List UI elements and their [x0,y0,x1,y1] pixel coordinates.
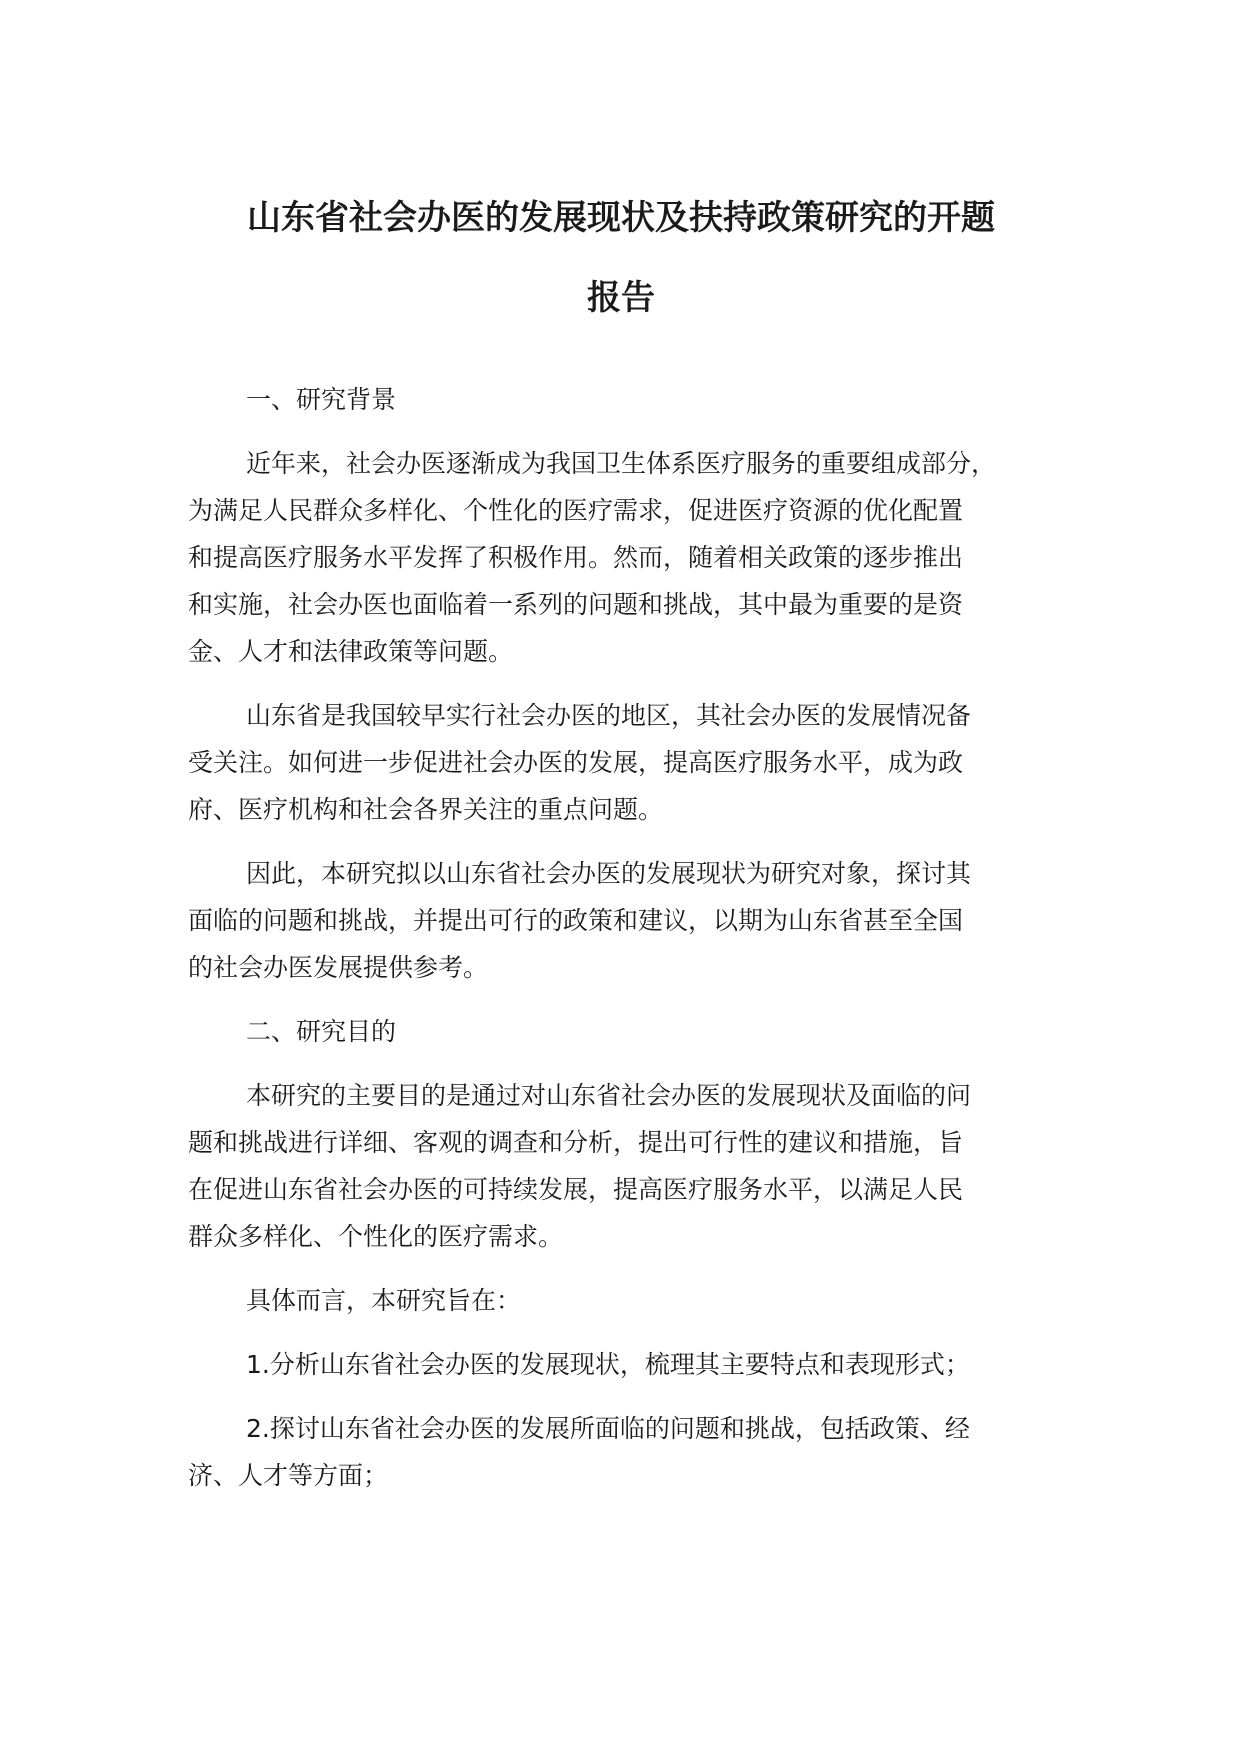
text-line: 山东省是我国较早实行社会办医的地区，其社会办医的发展情况备 [246,701,972,730]
text-line: 济、人才等方面； [188,1461,389,1490]
text-line: 2.探讨山东省社会办医的发展所面临的问题和挑战，包括政策、经 [246,1414,970,1443]
text-line: 群众多样化、个性化的医疗需求。 [188,1222,564,1251]
text-line: 受关注。如何进一步促进社会办医的发展，提高医疗服务水平，成为政 [188,748,964,777]
text-line: 和实施，社会办医也面临着一系列的问题和挑战，其中最为重要的是资 [188,590,964,619]
paragraph-background-3 [188,850,1078,991]
text-line: 和提高医疗服务水平发挥了积极作用。然而，随着相关政策的逐步推出 [188,543,964,572]
text-line: 面临的问题和挑战，并提出可行的政策和建议，以期为山东省甚至全国 [188,906,964,935]
document-body [188,376,1078,1516]
section-heading-background [188,376,1078,423]
text-line: 一、研究背景 [246,385,397,414]
text-line: 具体而言，本研究旨在： [246,1286,522,1315]
text-line: 金、人才和法律政策等问题。 [188,637,514,666]
section-heading-purpose [188,1008,1078,1055]
text-line: 在促进山东省社会办医的可持续发展，提高医疗服务水平，以满足人民 [188,1175,964,1204]
paragraph-background-2 [188,692,1078,833]
title-line: 报告 [587,278,655,318]
text-line: 因此，本研究拟以山东省社会办医的发展现状为研究对象，探讨其 [246,859,972,888]
paragraph-purpose-intro [188,1277,1078,1324]
text-line: 二、研究目的 [246,1017,397,1046]
title-line: 山东省社会办医的发展现状及扶持政策研究的开题 [247,198,995,238]
list-item-1 [188,1341,1078,1388]
text-line: 为满足人民群众多样化、个性化的医疗需求，促进医疗资源的优化配置 [188,496,964,525]
paragraph-purpose-1 [188,1072,1078,1260]
text-line: 府、医疗机构和社会各界关注的重点问题。 [188,795,664,824]
text-line: 题和挑战进行详细、客观的调查和分析，提出可行性的建议和措施，旨 [188,1128,964,1157]
paragraph-background-1 [188,440,1078,675]
text-line: 近年来，社会办医逐渐成为我国卫生体系医疗服务的重要组成部分， [246,449,997,478]
text-line: 的社会办医发展提供参考。 [188,953,489,982]
list-item-2 [188,1405,1078,1499]
document-title [186,178,1056,338]
text-line: 本研究的主要目的是通过对山东省社会办医的发展现状及面临的问 [246,1081,972,1110]
text-line: 1.分析山东省社会办医的发展现状，梳理其主要特点和表现形式； [246,1350,970,1379]
